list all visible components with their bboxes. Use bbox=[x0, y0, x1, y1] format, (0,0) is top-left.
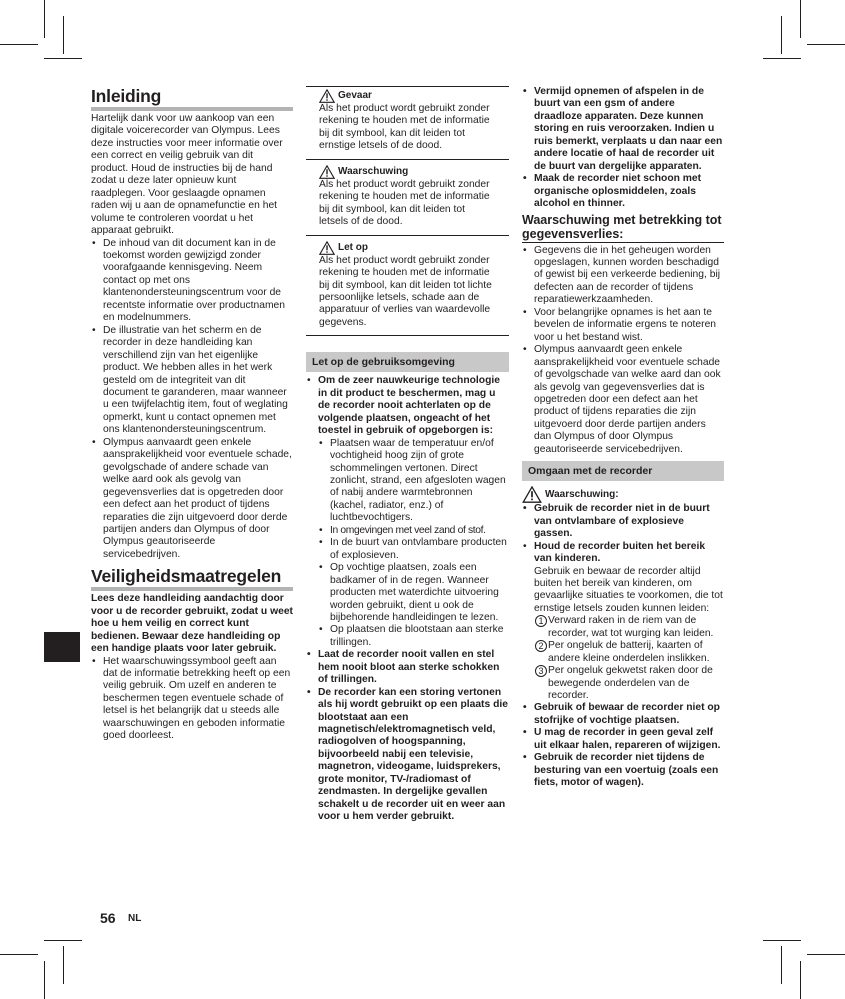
crop-mark bbox=[800, 961, 801, 999]
data-loss-heading: Waarschuwing met betrekking tot gegevensverlies: bbox=[522, 213, 724, 243]
crop-mark bbox=[807, 954, 845, 955]
column-left bbox=[91, 86, 293, 743]
danger-title: Gevaar bbox=[319, 89, 496, 103]
hazard-item: 1 Verward raken in de riem van de recorder, wat tot wurging kan leiden. bbox=[535, 615, 724, 640]
hazard-numbered-list bbox=[535, 615, 724, 702]
crop-mark bbox=[63, 16, 64, 54]
page-number: 56 bbox=[100, 910, 116, 926]
handling-bullet: • Gebruik de recorder niet tijdens de besturing van een voertuig (zoals een fiets, motor of wagen). bbox=[522, 752, 724, 789]
warning-triangle-icon bbox=[522, 486, 542, 503]
env-bullet-list bbox=[306, 375, 509, 823]
env-bullet bbox=[306, 375, 509, 649]
warning-text: Als het product wordt gebruikt zonder rekening te houden met de informatie bij dit symbool, kan dit leiden tot letsels of de dood. bbox=[319, 178, 490, 228]
warning-triangle-icon bbox=[319, 241, 335, 255]
caution-text: Als het product wordt gebruikt zonder rekening te houden met de informatie bij dit symbool, kan dit leiden tot lichte persoonlijke letsels, schade aan de apparatuur of verlies van waardevolle gegevens. bbox=[319, 254, 492, 328]
intro-bullet: • Olympus aanvaardt geen enkele aansprakelijkheid voor eventuele schade, gevolgschade of andere schade van welke aard ook als gevolg van gegevensverlies dat is opgetreden door een defect aan het product of tijdens reparaties die zijn uitgevoerd door derde partijen anders dan Olympus of door Olympus geautoriseerde servicebedrijven. bbox=[91, 437, 293, 562]
handling-heading: Omgaan met de recorder bbox=[522, 461, 724, 481]
caution-block bbox=[306, 235, 509, 336]
device-bullet-list bbox=[522, 86, 724, 211]
device-bullet: • Vermijd opnemen of afspelen in de buurt van een gsm of andere draadloze apparaten. Deze kunnen storing en ruis veroorzaken. Indien u ruis bemerkt, verplaats u dan naar een andere locatie of haal de recorder uit de buurt van dergelijke apparaten. bbox=[522, 86, 724, 173]
safety-bullet-list bbox=[91, 656, 293, 743]
hazard-item: 2 Per ongeluk de batterij, kaarten of andere kleine onderdelen inslikken. bbox=[535, 640, 724, 665]
danger-text: Als het product wordt gebruikt zonder rekening te houden met de informatie bij dit symbool, kan dit leiden tot ernstige letsels of de dood. bbox=[319, 103, 490, 152]
crop-mark bbox=[44, 0, 45, 38]
warning-triangle-icon bbox=[319, 89, 335, 103]
crop-mark bbox=[800, 0, 801, 38]
crop-mark bbox=[44, 58, 82, 59]
env-sub-item: • Op plaatsen die blootstaan aan sterke trillingen. bbox=[318, 624, 509, 649]
crop-mark bbox=[763, 58, 801, 59]
warning-symbols-box bbox=[306, 86, 509, 336]
page-language: NL bbox=[128, 913, 142, 924]
handling-list bbox=[522, 503, 724, 789]
safety-lead: Lees deze handleiding aandachtig door voor u de recorder gebruikt, zodat u weet hoe u hem veilig en correct kunt bedienen. Bewaar deze handleiding op een handige plaats voor later gebruik. bbox=[91, 593, 293, 655]
handling-bullet-text: Gebruik en bewaar de recorder altijd buiten het bereik van kinderen, om gevaarlijke situaties te voorkomen, die tot ernstige letsels zouden kunnen leiden: bbox=[534, 565, 723, 614]
env-heading: Let op de gebruiksomgeving bbox=[306, 352, 509, 372]
intro-bullet-list bbox=[91, 238, 293, 562]
column-middle bbox=[306, 86, 509, 824]
handling-bullet: • Gebruik of bewaar de recorder niet op stofrijke of vochtige plaatsen. bbox=[522, 702, 724, 727]
danger-block bbox=[306, 87, 509, 159]
handling-bullet bbox=[522, 541, 724, 703]
crop-mark bbox=[63, 946, 64, 984]
env-sub-item: • Plaatsen waar de temperatuur en/of vochtigheid hoog zijn of grote schommelingen vertonen. Direct zonlicht, strand, een afgesloten wagen of nabij andere warmtebronnen (kachel, radiator, enz.) of luchtbevochtigers. bbox=[318, 438, 509, 525]
env-bullet: • Laat de recorder nooit vallen en stel hem nooit bloot aan sterke schokken of trillingen. bbox=[306, 649, 509, 686]
chapter-tab bbox=[44, 632, 80, 662]
handling-bullet: • Gebruik de recorder niet in de buurt van ontvlambare of explosieve gassen. bbox=[522, 503, 724, 540]
crop-mark bbox=[44, 940, 82, 941]
number-circle: 3 bbox=[535, 665, 547, 677]
warning-block bbox=[306, 159, 509, 235]
crop-mark bbox=[781, 946, 782, 984]
device-bullet: • Maak de recorder niet schoon met organische oplosmiddelen, zoals alcohol en thinner. bbox=[522, 173, 724, 210]
crop-mark bbox=[807, 44, 845, 45]
handling-warning-title: Waarschuwing: bbox=[522, 486, 724, 503]
warning-title: Waarschuwing bbox=[319, 165, 496, 179]
intro-title: Inleiding bbox=[91, 86, 293, 111]
number-circle: 1 bbox=[535, 615, 547, 627]
crop-mark bbox=[0, 954, 38, 955]
column-right bbox=[522, 86, 724, 790]
crop-mark bbox=[44, 961, 45, 999]
handling-bullet: • U mag de recorder in geen geval zelf uit elkaar halen, repareren of wijzigen. bbox=[522, 727, 724, 752]
env-sub-item: • Op vochtige plaatsen, zoals een badkamer of in de regen. Wanneer producten met waterdichte uitvoering worden gebruikt, dient u ook de bijbehorende handleidingen te lezen. bbox=[318, 562, 509, 624]
crop-mark bbox=[781, 16, 782, 54]
intro-text: Hartelijk dank voor uw aankoop van een digitale voicerecorder van Olympus. Lees deze instructies voor meer informatie over een correct en veilig gebruik van dit product. Houd de instructies bij de hand zodat u deze later opnieuw kunt raadplegen. Voor geslaagde opnamen raden wij u aan de opnamefunctie en het volume te controleren voordat u het apparaat gebruikt. bbox=[91, 113, 283, 237]
env-bullet-text: Om de zeer nauwkeurige technologie in dit product te beschermen, mag u de recorder nooit achterlaten op de volgende plaatsen, ongeacht of het toestel in gebruik of opgeborgen is: bbox=[318, 375, 500, 437]
safety-title: Veiligheidsmaatregelen bbox=[91, 566, 293, 591]
data-loss-bullet: • Voor belangrijke opnames is het aan te bevelen de informatie ergens te noteren voor u het bestand wist. bbox=[522, 307, 724, 344]
crop-mark bbox=[763, 940, 801, 941]
caution-title: Let op bbox=[319, 241, 496, 255]
env-sub-item: • In omgevingen met veel zand of stof. bbox=[318, 525, 509, 537]
env-sub-item: • In de buurt van ontvlambare producten of explosieven. bbox=[318, 537, 509, 562]
intro-bullet: • De inhoud van dit document kan in de toekomst worden gewijzigd zonder voorafgaande kennisgeving. Neem contact op met ons klantenondersteuningscentrum voor de recentste informatie over productnamen en modelnummers. bbox=[91, 238, 293, 325]
handling-bullet-bold: Houd de recorder buiten het bereik van kinderen. bbox=[534, 540, 706, 565]
data-loss-list bbox=[522, 245, 724, 457]
crop-mark bbox=[0, 44, 38, 45]
warning-triangle-icon bbox=[319, 165, 335, 179]
env-bullet: • De recorder kan een storing vertonen als hij wordt gebruikt op een plaats die blootstaat aan een magnetisch/elektromagnetisch veld, radiogolven of hoogspanning, bijvoorbeeld nabij een televisie, magnetron, videogame, luidsprekers, grote monitor, TV-/radiomast of zendmasten. In dergelijke gevallen schakelt u de recorder uit en weer aan voor u hem verder gebruikt. bbox=[306, 687, 509, 824]
hazard-item: 3 Per ongeluk gekwetst raken door de bewegende onderdelen van de recorder. bbox=[535, 665, 724, 702]
env-sub-list bbox=[318, 438, 509, 650]
data-loss-bullet: • Olympus aanvaardt geen enkele aansprakelijkheid voor eventuele schade of gevolgschade van welke aard dan ook als gevolg van gegevensverlies dat is opgetreden door een defect aan het product of tijdens reparaties die zijn uitgevoerd door derde partijen anders dan Olympus of door Olympus geautoriseerde servicebedrijven. bbox=[522, 344, 724, 456]
data-loss-bullet: • Gegevens die in het geheugen worden opgeslagen, kunnen worden beschadigd of gewist bij een verkeerde bediening, bij defecten aan de recorder of tijdens reparatiewerkzaamheden. bbox=[522, 245, 724, 307]
number-circle: 2 bbox=[535, 640, 547, 652]
safety-bullet: • Het waarschuwingssymbool geeft aan dat de informatie betrekking heeft op een veilig gebruik. Om uzelf en anderen te beschermen tegen eventuele schade of letsel is het belangrijk dat u steeds alle waarschuwingen en geboden informatie goed doorleest. bbox=[91, 656, 293, 743]
intro-bullet: • De illustratie van het scherm en de recorder in deze handleiding kan verschillend zijn van het eigenlijke product. We hebben alles in het werk gesteld om de integriteit van dit document te garanderen, maar wanneer u een twijfelachtig item, fout of weglating opmerkt, kunt u contact opnemen met ons klantenondersteuningscentrum. bbox=[91, 325, 293, 437]
